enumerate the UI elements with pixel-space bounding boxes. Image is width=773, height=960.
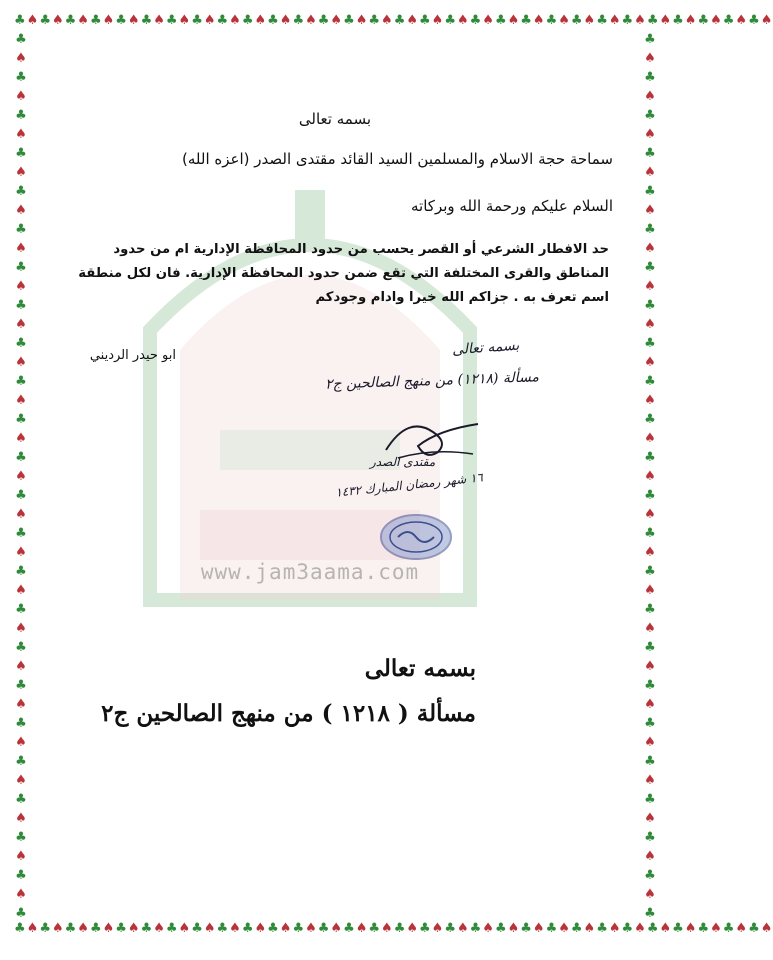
handwritten-basmala: بسمه تعالى: [451, 337, 520, 359]
handwritten-masala: مسألة (١٢١٨) من منهج الصالحين ج٢: [324, 369, 540, 393]
bottom-border-ornament: ♣♠♣♠♣♠♣♠♣♠♣♠♣♠♣♠♣♠♣♠♣♠♣♠♣♠♣♠♣♠♣♠♣♠♣♠♣♠♣♠♣♠♣♠♣♠♣♠♣♠♣♠♣♠♣♠♣♠♣♠: [14, 921, 773, 936]
typed-answer-masala: مسألة ( ١٢١٨ ) من منهج الصالحين ج٢: [101, 700, 476, 727]
typed-answer-basmala: بسمه تعالى: [364, 655, 476, 682]
question-line-3: اسم تعرف به . جزاكم الله خيرا وادام وجودكم: [315, 290, 609, 305]
letter-basmala: بسمه تعالى: [298, 110, 371, 128]
handwritten-name: مقتدى الصدر: [370, 455, 436, 469]
letter-addressee: سماحة حجة الاسلام والمسلمين السيد القائد مقتدى الصدر (اعزه الله): [182, 150, 613, 168]
question-line-1: حد الافطار الشرعي أو القصر يحسب من حدود المحافظة الإدارية ام من حدود: [113, 242, 609, 257]
left-border-ornament: ♣ ♠ ♣ ♠ ♣ ♠ ♣ ♠ ♣ ♠ ♣ ♠ ♣ ♠ ♣ ♠ ♣ ♠ ♣ ♠ ♣ ♠ ♣ ♠ ♣ ♠ ♣ ♠ ♣ ♠ ♣ ♠ ♣ ♠ ♣ ♠ ♣ ♠ ♣ ♠ ♣ ♠ ♣ ♠ ♣ ♠ ♣: [15, 32, 27, 921]
sender-name: ابو حيدر الرديني: [89, 348, 176, 363]
handwritten-date: ١٦ شهر رمضان المبارك ١٤٣٢: [334, 470, 484, 500]
top-border-ornament: ♣♠♣♠♣♠♣♠♣♠♣♠♣♠♣♠♣♠♣♠♣♠♣♠♣♠♣♠♣♠♣♠♣♠♣♠♣♠♣♠♣♠♣♠♣♠♣♠♣♠♣♠♣♠♣♠♣♠♣♠: [14, 13, 773, 28]
watermark-url: www.jam3aama.com: [200, 560, 420, 584]
official-seal-stamp: [378, 512, 454, 562]
question-line-2: المناطق والقرى المختلفة التي تقع ضمن حدود المحافظة الإدارية. فان لكل منطقة: [78, 266, 609, 281]
letter-greeting: السلام عليكم ورحمة الله وبركاته: [411, 197, 613, 215]
right-border-ornament: ♣ ♠ ♣ ♠ ♣ ♠ ♣ ♠ ♣ ♠ ♣ ♠ ♣ ♠ ♣ ♠ ♣ ♠ ♣ ♠ ♣ ♠ ♣ ♠ ♣ ♠ ♣ ♠ ♣ ♠ ♣ ♠ ♣ ♠ ♣ ♠ ♣ ♠ ♣ ♠ ♣ ♠ ♣ ♠ ♣ ♠ ♣: [644, 32, 656, 921]
